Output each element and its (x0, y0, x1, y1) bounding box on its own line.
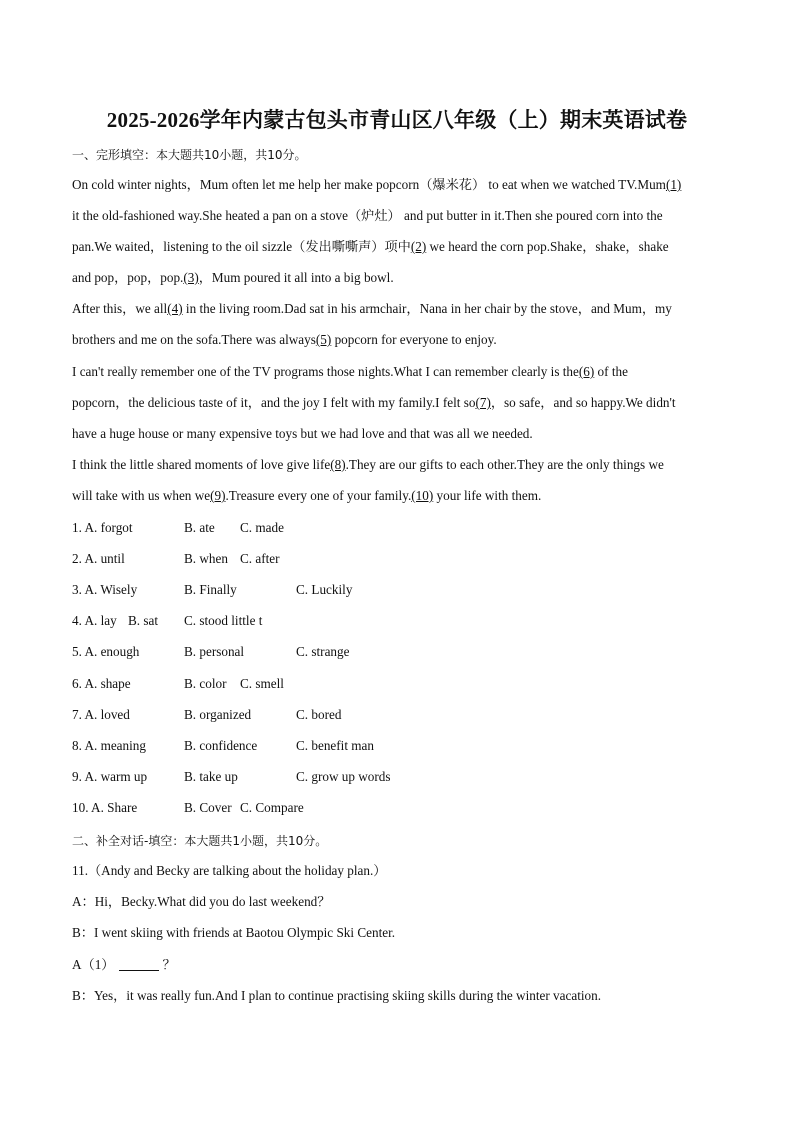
passage-line (72, 332, 497, 348)
blank-8: (8) (330, 457, 346, 472)
passage-text: of the (594, 364, 628, 379)
dialogue-intro: 11.（Andy and Becky are talking about the holiday plan.） (72, 863, 387, 878)
question-10-option-a: 10. A. Share (72, 800, 138, 815)
passage-text: popcorn for everyone to enjoy. (331, 332, 497, 347)
dialogue-line: B：I went skiing with friends at Baotou Olympic Ski Center. (72, 925, 396, 940)
question-3-option-a: 3. A. Wisely (72, 582, 138, 597)
passage-text: I think the little shared moments of love give life (72, 457, 331, 472)
blank-4: (4) (167, 301, 183, 316)
question-7-option-b: B. organized (184, 707, 252, 722)
passage-line (72, 457, 664, 473)
question-5-option-c: C. strange (296, 644, 350, 659)
passage-text: I can't really remember one of the TV programs those nights.What I can remember clearly is the (72, 364, 579, 379)
passage-line (72, 395, 676, 411)
passage-text: ，so safe，and so happy.We didn't (490, 395, 676, 410)
question-9-option-b: B. take up (184, 769, 238, 784)
question-1-option-b: B. ate (184, 520, 215, 535)
blank-10: (10) (411, 488, 434, 503)
passage-line (72, 177, 681, 193)
page-title: 2025-2026学年内蒙古包头市青山区八年级（上）期末英语试卷 (106, 108, 688, 132)
passage-text: ，Mum poured it all into a big bowl. (198, 270, 394, 285)
question-8-option-c: C. benefit man (296, 738, 375, 753)
section-heading-cloze: 一、完形填空：本大题共10小题，共10分。 (72, 148, 307, 162)
question-10-option-c: C. Compare (240, 800, 304, 815)
question-3-option-b: B. Finally (184, 582, 237, 597)
passage-text: On cold winter nights，Mum often let me help her make popcorn（爆米花） to eat when we watched TV.Mum (72, 177, 666, 192)
dialogue-text: A（1） (72, 957, 115, 972)
passage-text: pan.We waited，listening to the oil sizzle（发出嘶嘶声）项中 (72, 239, 411, 254)
dialogue-line: B：Yes，it was really fun.And I plan to continue practising skiing skills during the winter vacation. (72, 988, 602, 1003)
question-1-option-c: C. made (240, 520, 284, 535)
blank-7: (7) (475, 395, 491, 410)
passage-line: it the old-fashioned way.She heated a pan on a stove（炉灶） and put butter in it.Then she poured corn into the (72, 208, 663, 223)
passage-text: in the living room.Dad sat in his armchair，Nana in her chair by the stove，and Mum，my (182, 301, 672, 316)
passage-line (72, 270, 394, 286)
passage-line (72, 364, 628, 380)
question-4-option-a: 4. A. lay (72, 613, 117, 628)
blank-3: (3) (183, 270, 199, 285)
blank-2: (2) (410, 239, 427, 254)
blank-9: (9) (210, 488, 226, 503)
question-4-option-c: C. stood little t (184, 613, 263, 628)
passage-text: .Treasure every one of your family. (225, 488, 412, 503)
passage-text: After this，we all (72, 301, 168, 316)
dialogue-line (72, 957, 176, 973)
passage-line (72, 301, 672, 317)
dialogue-text: ？ (162, 957, 176, 972)
passage-line: have a huge house or many expensive toys but we had love and that was all we needed. (72, 426, 533, 441)
dialogue-line: A：Hi，Becky.What did you do last weekend？ (72, 894, 331, 909)
passage-text: your life with them. (433, 488, 542, 503)
blank-5: (5) (315, 332, 332, 347)
question-10-option-b: B. Cover (184, 800, 232, 815)
passage-text: .They are our gifts to each other.They are the only things we (345, 457, 664, 472)
question-5-option-a: 5. A. enough (72, 644, 140, 659)
question-5-option-b: B. personal (184, 644, 245, 659)
passage-text: and pop，pop，pop. (72, 270, 184, 285)
question-6-option-a: 6. A. shape (72, 676, 131, 691)
section-heading-dialogue: 二、补全对话-填空：本大题共1小题，共10分。 (72, 834, 328, 848)
passage-line (72, 239, 669, 255)
question-6-option-c: C. smell (240, 676, 284, 691)
question-8-option-a: 8. A. meaning (72, 738, 146, 753)
question-8-option-b: B. confidence (184, 738, 258, 753)
question-2-option-a: 2. A. until (72, 551, 125, 566)
blank-6: (6) (578, 364, 595, 379)
question-7-option-a: 7. A. loved (72, 707, 130, 722)
question-9-option-a: 9. A. warm up (72, 769, 148, 784)
question-7-option-c: C. bored (296, 707, 342, 722)
passage-line (72, 488, 541, 504)
question-1-option-a: 1. A. forgot (72, 520, 133, 535)
blank-1: (1) (665, 177, 682, 192)
question-3-option-c: C. Luckily (296, 582, 353, 597)
passage-text: brothers and me on the sofa.There was always (72, 332, 316, 347)
question-9-option-c: C. grow up words (296, 769, 391, 784)
answer-blank[interactable] (119, 958, 159, 971)
question-2-option-c: C. after (240, 551, 280, 566)
passage-text: will take with us when we (72, 488, 211, 503)
question-4-option-b: B. sat (128, 613, 159, 628)
question-6-option-b: B. color (184, 676, 227, 691)
question-2-option-b: B. when (184, 551, 228, 566)
passage-text: popcorn，the delicious taste of it，and the joy I felt with my family.I felt so (72, 395, 476, 410)
passage-text: we heard the corn pop.Shake，shake，shake (426, 239, 669, 254)
